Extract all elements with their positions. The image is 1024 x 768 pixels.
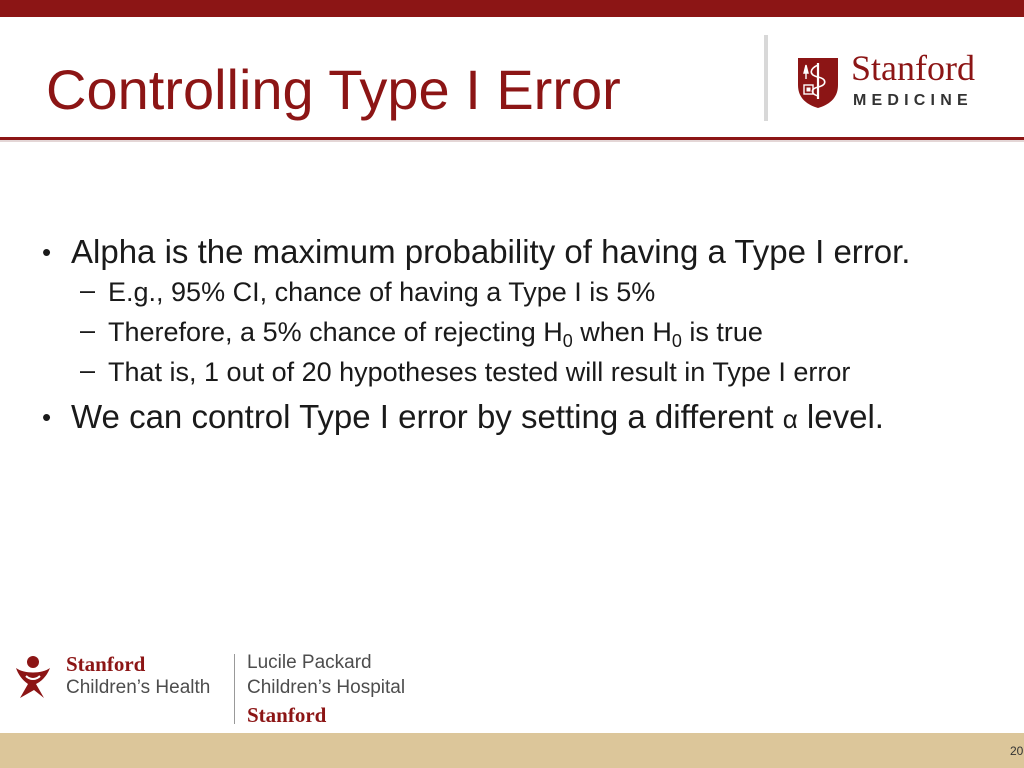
text-segment: level. <box>797 398 884 435</box>
lucile-packard-line-1: Lucile Packard <box>247 652 372 673</box>
sub-bullet-text: That is, 1 out of 20 hypotheses tested will result in Type I error <box>108 357 851 387</box>
bullet-text: Alpha is the maximum probability of having a Type I error. <box>71 233 911 270</box>
sub-bullet-item <box>40 277 980 308</box>
sub-bullet-list <box>40 277 980 388</box>
page-number: 20 <box>1010 744 1024 758</box>
footer-logos <box>12 652 432 728</box>
dash-marker: – <box>80 355 96 385</box>
bullet-dot: • <box>42 237 52 267</box>
sub-bullet-text: E.g., 95% CI, chance of having a Type I is 5% <box>108 277 656 307</box>
text-segment: We can control Type I error by setting a different <box>71 398 783 435</box>
top-accent-bar <box>0 0 1024 17</box>
stanford-childrens-line-1: Stanford <box>66 652 146 676</box>
stanford-medicine-subtitle: MEDICINE <box>853 92 973 109</box>
stanford-medicine-shield-icon <box>795 55 841 109</box>
text-segment: Therefore, a 5% chance of rejecting H <box>108 317 563 347</box>
text-segment: is true <box>681 317 763 347</box>
stanford-childrens-line-2: Children’s Health <box>66 677 211 698</box>
slide-content <box>40 233 980 438</box>
sub-bullet-text <box>108 317 763 351</box>
title-rule-shadow <box>0 140 1024 142</box>
alpha-symbol: α <box>782 404 798 434</box>
slide-title: Controlling Type I Error <box>46 58 621 121</box>
sub-bullet-item <box>40 315 980 351</box>
bullet-item <box>40 233 980 271</box>
dash-marker: – <box>80 315 96 345</box>
lucile-packard-line-3: Stanford <box>247 703 327 727</box>
lucile-packard-line-2: Children’s Hospital <box>247 677 406 698</box>
stanford-medicine-logo <box>795 48 1005 112</box>
subscript: 0 <box>562 331 573 351</box>
bullet-text <box>71 398 884 435</box>
subscript: 0 <box>671 331 682 351</box>
text-segment: when H <box>572 317 672 347</box>
footer-band <box>0 733 1024 768</box>
sub-bullet-item <box>40 357 980 388</box>
bullet-item <box>40 398 980 438</box>
dash-marker: – <box>80 275 96 305</box>
stanford-medicine-name: Stanford <box>851 48 975 88</box>
stanford-childrens-health-icon <box>12 654 54 700</box>
footer-logo-divider <box>234 654 235 724</box>
logo-divider <box>764 35 768 121</box>
bullet-dot: • <box>42 402 52 432</box>
